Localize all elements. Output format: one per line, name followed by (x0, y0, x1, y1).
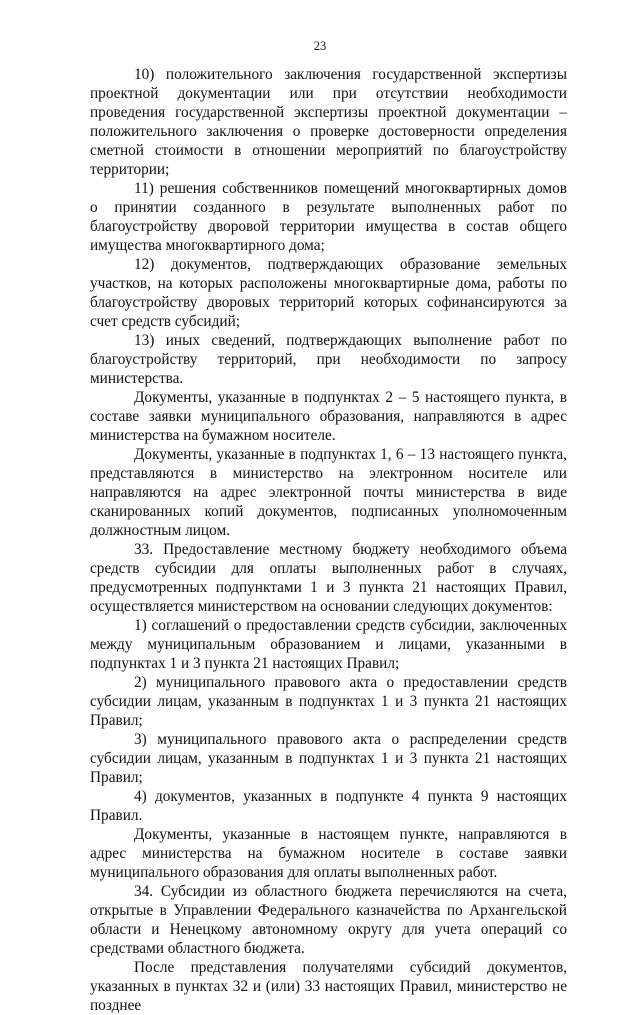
paragraph: 10) положительного заключения государственной экспертизы проектной документации или при отсутствии необходимости проведения государственной экспертизы проектной документации – положительного заключения о проверке достоверности определения сметной стоимости в отношении мероприятий по благоустройству территории; (90, 66, 567, 178)
paragraph: После представления получателями субсидий документов, указанных в пунктах 32 и (или) 33 настоящих Правил, министерство не позднее (90, 959, 567, 1014)
document-body (90, 65, 567, 1015)
paragraph: 1) соглашений о предоставлении средств субсидии, заключенных между муниципальным образованием и лицами, указанными в подпунктах 1 и 3 пункта 21 настоящих Правил; (90, 617, 567, 672)
paragraph: Документы, указанные в настоящем пункте, направляются в адрес министерства на бумажном носителе в составе заявки муниципального образования для оплаты выполненных работ. (90, 826, 567, 881)
paragraph: 4) документов, указанных в подпункте 4 пункта 9 настоящих Правил. (90, 788, 567, 824)
paragraph: 11) решения собственников помещений многоквартирных домов о принятии созданного в результате выполненных работ по благоустройству дворовой территории имущества в состав общего имущества многоквартирного дома; (90, 180, 567, 254)
paragraph: 3) муниципального правового акта о распределении средств субсидии лицам, указанным в подпунктах 1 и 3 пункта 21 настоящих Правил; (90, 731, 567, 786)
paragraph: 34. Субсидии из областного бюджета перечисляются на счета, открытые в Управлении Федерального казначейства по Архангельской области и Ненецкому автономному округу для учета операций со средствами областного бюджета. (90, 883, 567, 957)
paragraph: Документы, указанные в подпунктах 1, 6 – 13 настоящего пункта, представляются в министерство на электронном носителе или направляются на адрес электронной почты министерства в виде сканированных копий документов, подписанных уполномоченным должностным лицом. (90, 446, 567, 539)
paragraph: 2) муниципального правового акта о предоставлении средств субсидии лицам, указанным в подпунктах 1 и 3 пункта 21 настоящих Правил; (90, 674, 567, 729)
paragraph: 33. Предоставление местному бюджету необходимого объема средств субсидии для оплаты выполненных работ в случаях, предусмотренных подпунктами 1 и 3 пункта 21 настоящих Правил, осуществляется министерством на основании следующих документов: (90, 541, 567, 615)
page-number: 23 (313, 39, 327, 53)
paragraph: 12) документов, подтверждающих образование земельных участков, на которых расположены многоквартирные дома, работы по благоустройству дворовых территорий которых софинансируются за счет средств субсидий; (90, 256, 567, 330)
paragraph: 13) иных сведений, подтверждающих выполнение работ по благоустройству территорий, при необходимости по запросу министерства. (90, 332, 567, 387)
paragraph: Документы, указанные в подпунктах 2 – 5 настоящего пункта, в составе заявки муниципального образования, направляются в адрес министерства на бумажном носителе. (90, 389, 567, 444)
